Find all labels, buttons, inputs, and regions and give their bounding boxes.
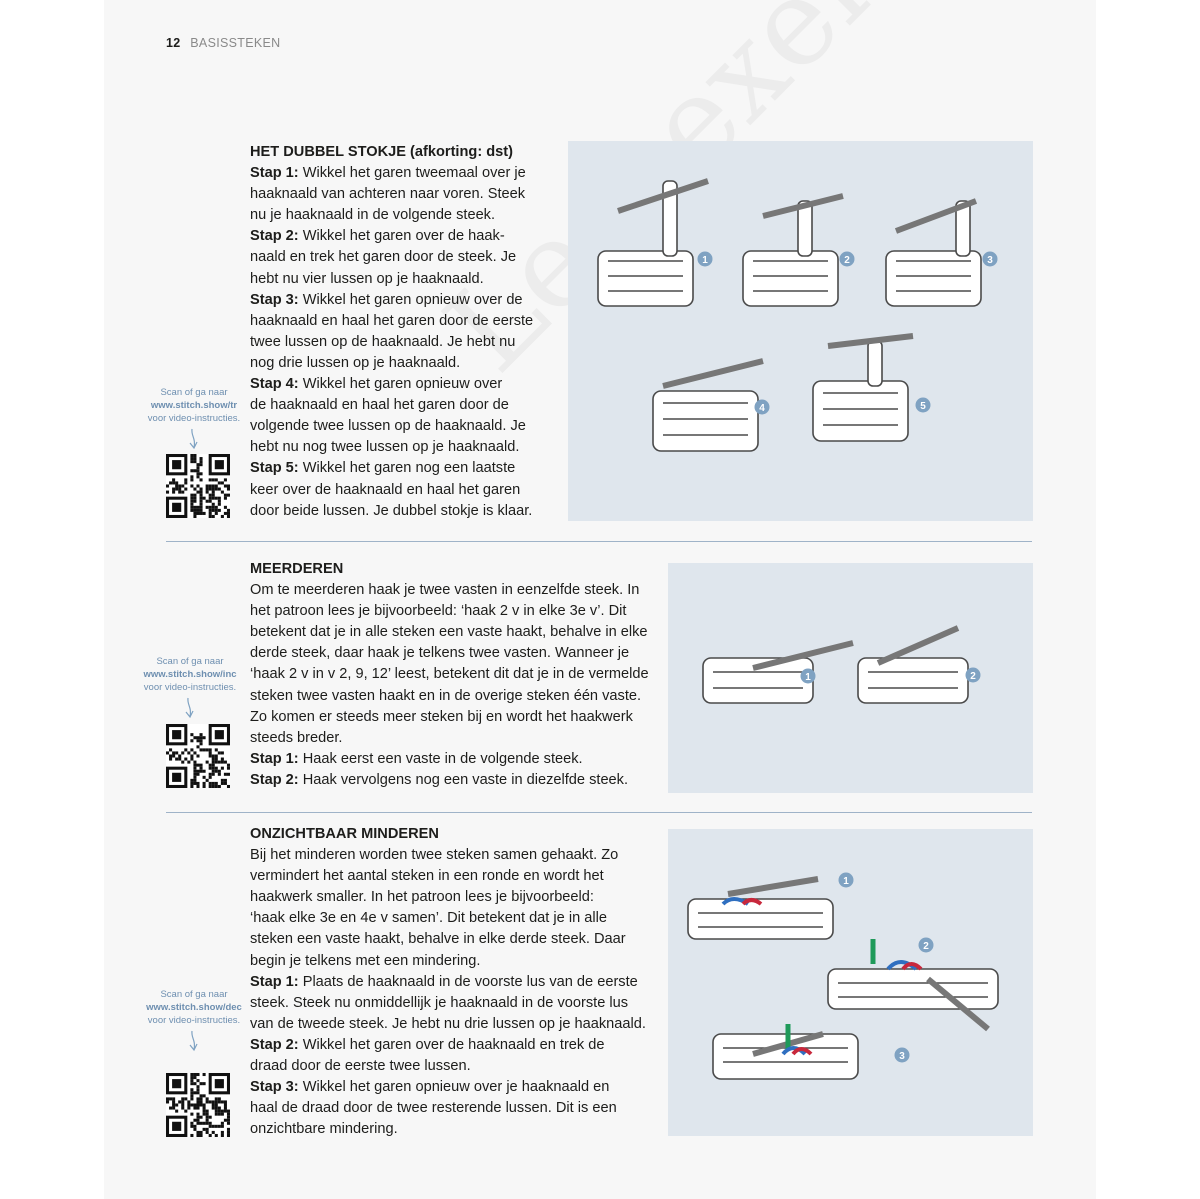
text-line xyxy=(250,311,560,332)
qr-code-icon[interactable] xyxy=(166,454,230,518)
step-text: van de tweede steek. Je hebt nu drie lussen op je haaknaald. xyxy=(250,1015,646,1032)
divider xyxy=(166,812,1032,813)
step-text: haaknaald en haal het garen door de eerste xyxy=(250,312,534,329)
text-line xyxy=(250,247,560,268)
text-line xyxy=(250,887,665,908)
step-text: Zo komen er steeds meer steken bij en wordt het haakwerk xyxy=(250,708,633,725)
step-text: steken een vaste haakt, behalve in elke derde steek. Daar xyxy=(250,931,626,948)
step-text: Om te meerderen haak je twee vasten in eenzelfde steek. In xyxy=(250,582,640,599)
step-text: ‘haak elke 3e en 4e v samen’. Dit betekent dat je in alle xyxy=(250,910,607,927)
step-text: de haaknaald en haal het garen door de xyxy=(250,397,509,414)
step-text: derde steek, daar haak je telkens twee vasten. Wanneer je xyxy=(250,645,630,662)
figure-number: 2 xyxy=(844,255,850,266)
step-text: nog drie lussen op je haaknaald. xyxy=(250,354,461,371)
section-meerderen xyxy=(250,559,660,791)
text-line xyxy=(250,437,560,458)
step-text: Haak vervolgens nog een vaste in diezelfde steek. xyxy=(298,771,629,788)
step-label: Stap 1: xyxy=(250,165,299,182)
step-text: draad door de eerste twee lussen. xyxy=(250,1058,471,1075)
page-number: 12 xyxy=(166,36,181,50)
text-line xyxy=(250,707,660,728)
text-line xyxy=(250,580,660,601)
step-label: Stap 2: xyxy=(250,228,299,245)
step-text: haal de draad door de twee resterende lussen. Dit is een xyxy=(250,1100,617,1117)
section-heading: HET DUBBEL STOKJE (afkorting: dst) xyxy=(250,144,513,160)
text-line xyxy=(250,501,560,522)
text-line xyxy=(250,951,665,972)
text-line xyxy=(250,643,660,664)
section-dubbel-stokje xyxy=(250,142,560,522)
video-note: Scan of ga naar www.stitch.show/inc voor video-instructies. xyxy=(136,655,244,719)
divider xyxy=(166,541,1032,542)
section-heading: ONZICHTBAAR MINDEREN xyxy=(250,826,439,842)
step-text: haaknaald van achteren naar voren. Steek xyxy=(250,186,526,203)
step-label: Stap 2: xyxy=(250,1036,299,1053)
step-text: door beide lussen. Je dubbel stokje is klaar. xyxy=(250,502,533,519)
text-line xyxy=(250,290,560,311)
video-link[interactable]: www.stitch.show/dec xyxy=(146,1002,242,1013)
text-line xyxy=(250,1077,665,1098)
text-line xyxy=(250,1056,665,1077)
section-heading: MEERDEREN xyxy=(250,561,344,577)
step-label: Stap 2: xyxy=(250,771,299,788)
text-line xyxy=(250,1098,665,1119)
text-line xyxy=(250,395,560,416)
text-line xyxy=(250,269,560,290)
video-link[interactable]: www.stitch.show/tr xyxy=(150,400,238,411)
video-note: Scan of ga naar www.stitch.show/dec voor video-instructies. xyxy=(140,988,248,1052)
step-text: Wikkel het garen opnieuw over xyxy=(298,376,503,393)
illustration-dubbel-stokje xyxy=(568,141,1033,521)
step-text: Plaats de haaknaald in de voorste lus van de eerste xyxy=(298,973,638,990)
step-text: onzichtbare mindering. xyxy=(250,1121,398,1138)
text-line xyxy=(250,770,660,791)
step-text: Wikkel het garen over de haaknaald en trek de xyxy=(298,1036,605,1053)
text-line xyxy=(250,749,660,770)
step-text: het patroon lees je bijvoorbeeld: ‘haak 2 v in elke 3e v’. Dit xyxy=(250,603,627,620)
text-line xyxy=(250,845,665,866)
text-line xyxy=(250,972,665,993)
page-header xyxy=(166,36,280,50)
illustration-meerderen xyxy=(668,563,1033,793)
figure-number: 1 xyxy=(805,672,811,683)
figure-number: 4 xyxy=(759,403,765,414)
text-line xyxy=(250,184,560,205)
text-line xyxy=(250,728,660,749)
step-text: steken twee vasten haakt en in de overige steken één vaste. xyxy=(250,687,642,704)
qr-code-icon[interactable] xyxy=(166,724,230,788)
step-text: begin je telkens met een mindering. xyxy=(250,952,481,969)
step-text: steeds breder. xyxy=(250,729,343,746)
illustration-onzichtbaar-minderen xyxy=(668,829,1033,1136)
step-text: volgende twee lussen op de haaknaald. Je xyxy=(250,418,526,435)
figure-number: 1 xyxy=(702,255,708,266)
figure-number: 5 xyxy=(920,401,926,412)
text-line xyxy=(250,686,660,707)
figure-number: 3 xyxy=(987,255,993,266)
step-label: Stap 3: xyxy=(250,1079,299,1096)
text-line xyxy=(250,416,560,437)
arrow-down-icon xyxy=(183,697,197,719)
text-line xyxy=(250,601,660,622)
step-text: Haak eerst een vaste in de volgende steek. xyxy=(298,750,583,767)
text-line xyxy=(250,226,560,247)
figure-number: 2 xyxy=(923,941,929,952)
step-text: Wikkel het garen opnieuw over de xyxy=(298,291,523,308)
text-line xyxy=(250,374,560,395)
figure-number: 3 xyxy=(899,1051,905,1062)
text-line xyxy=(250,866,665,887)
section-onzichtbaar-minderen xyxy=(250,824,665,1140)
step-text: hebt nu nog twee lussen op je haaknaald. xyxy=(250,439,520,456)
step-label: Stap 1: xyxy=(250,973,299,990)
arrow-down-icon xyxy=(187,428,201,450)
text-line xyxy=(250,664,660,685)
text-line xyxy=(250,480,560,501)
step-text: twee lussen op de haaknaald. Je hebt nu xyxy=(250,333,516,350)
step-label: Stap 1: xyxy=(250,750,299,767)
step-text: Wikkel het garen nog een laatste xyxy=(298,460,516,477)
text-line xyxy=(250,929,665,950)
text-line xyxy=(250,205,560,226)
section-title: BASISSTEKEN xyxy=(190,36,281,50)
text-line xyxy=(250,908,665,929)
step-text: nu je haaknaald in de volgende steek. xyxy=(250,207,496,224)
step-text: Wikkel het garen opnieuw over je haaknaald en xyxy=(298,1079,610,1096)
qr-code-icon[interactable] xyxy=(166,1073,230,1137)
text-line xyxy=(250,458,560,479)
step-label: Stap 5: xyxy=(250,460,299,477)
figure-number: 1 xyxy=(843,876,849,887)
step-label: Stap 4: xyxy=(250,376,299,393)
video-note: Scan of ga naar www.stitch.show/tr voor video-instructies. xyxy=(140,386,248,450)
step-text: betekent dat je in alle steken een vaste haakt, behalve in elke xyxy=(250,624,648,641)
step-text: ‘haak 2 v in v 2, 9, 12’ leest, betekent dit dat je in de vermelde xyxy=(250,666,649,683)
step-text: keer over de haaknaald en haal het garen xyxy=(250,481,521,498)
text-line xyxy=(250,622,660,643)
text-line xyxy=(250,163,560,184)
text-line xyxy=(250,332,560,353)
figure-number: 2 xyxy=(970,671,976,682)
text-line xyxy=(250,1014,665,1035)
step-text: naald en trek het garen door de steek. Je xyxy=(250,249,517,266)
step-text: Bij het minderen worden twee steken samen gehaakt. Zo xyxy=(250,847,619,864)
text-line xyxy=(250,1035,665,1056)
arrow-down-icon xyxy=(187,1030,201,1052)
step-text: Wikkel het garen over de haak- xyxy=(298,228,505,245)
video-link[interactable]: www.stitch.show/inc xyxy=(143,669,237,680)
step-text: vermindert het aantal steken in een ronde en wordt het xyxy=(250,868,604,885)
step-label: Stap 3: xyxy=(250,291,299,308)
step-text: hebt nu vier lussen op je haaknaald. xyxy=(250,270,484,287)
step-text: steek. Steek nu onmiddellijk je haaknaald in de voorste lus xyxy=(250,994,629,1011)
text-line xyxy=(250,993,665,1014)
text-line xyxy=(250,1119,665,1140)
text-line xyxy=(250,353,560,374)
step-text: haakwerk smaller. In het patroon lees je bijvoorbeeld: xyxy=(250,889,594,906)
step-text: Wikkel het garen tweemaal over je xyxy=(298,165,526,182)
